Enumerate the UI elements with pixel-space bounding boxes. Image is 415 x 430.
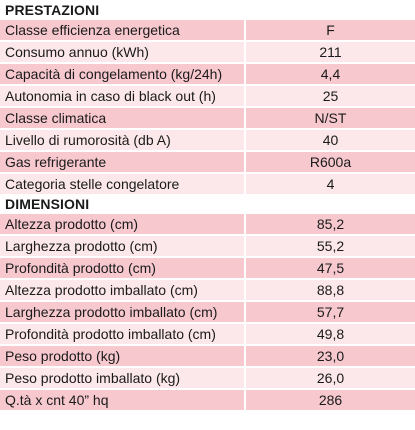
dimensioni-title: DIMENSIONI — [5, 196, 90, 212]
row-value: 55,2 — [246, 236, 415, 256]
table-row — [0, 366, 415, 388]
row-value: 286 — [246, 390, 415, 410]
table-row — [0, 214, 415, 234]
table-row — [0, 300, 415, 322]
row-value: 25 — [246, 86, 415, 106]
row-value: R600a — [246, 152, 415, 172]
table-row — [0, 256, 415, 278]
row-label: Autonomia in caso di black out (h) — [0, 86, 244, 106]
table-row — [0, 62, 415, 84]
row-label: Classe climatica — [0, 108, 244, 128]
table-row — [0, 106, 415, 128]
table-row — [0, 172, 415, 194]
table-row — [0, 278, 415, 300]
table-row — [0, 40, 415, 62]
row-value: 85,2 — [246, 214, 415, 234]
row-value: 26,0 — [246, 368, 415, 388]
row-label: Livello di rumorosità (db A) — [0, 130, 244, 150]
table-row — [0, 20, 415, 40]
row-value: 57,7 — [246, 302, 415, 322]
row-value: 23,0 — [246, 346, 415, 366]
row-label: Profondità prodotto (cm) — [0, 258, 244, 278]
row-value: F — [246, 20, 415, 40]
row-value: 40 — [246, 130, 415, 150]
table-row — [0, 234, 415, 256]
table-row — [0, 128, 415, 150]
row-value: 88,8 — [246, 280, 415, 300]
table-row — [0, 322, 415, 344]
row-label: Altezza prodotto (cm) — [0, 214, 244, 234]
row-value: 49,8 — [246, 324, 415, 344]
row-label: Peso prodotto imballato (kg) — [0, 368, 244, 388]
row-value: 4 — [246, 174, 415, 194]
row-value: N/ST — [246, 108, 415, 128]
table-row — [0, 84, 415, 106]
row-label: Consumo annuo (kWh) — [0, 42, 244, 62]
row-label: Larghezza prodotto (cm) — [0, 236, 244, 256]
row-label: Categoria stelle congelatore — [0, 174, 244, 194]
table-row — [0, 344, 415, 366]
row-label: Profondità prodotto imballato (cm) — [0, 324, 244, 344]
dimensioni-table — [0, 214, 415, 410]
row-label: Q.tà x cnt 40” hq — [0, 390, 244, 410]
row-label: Peso prodotto (kg) — [0, 346, 244, 366]
row-label: Larghezza prodotto imballato (cm) — [0, 302, 244, 322]
row-label: Capacità di congelamento (kg/24h) — [0, 64, 244, 84]
table-row — [0, 150, 415, 172]
prestazioni-table — [0, 20, 415, 194]
prestazioni-title: PRESTAZIONI — [5, 2, 100, 18]
row-label: Classe efficienza energetica — [0, 20, 244, 40]
row-label: Altezza prodotto imballato (cm) — [0, 280, 244, 300]
table-row — [0, 388, 415, 410]
row-value: 4,4 — [246, 64, 415, 84]
row-label: Gas refrigerante — [0, 152, 244, 172]
row-value: 47,5 — [246, 258, 415, 278]
row-value: 211 — [246, 42, 415, 62]
